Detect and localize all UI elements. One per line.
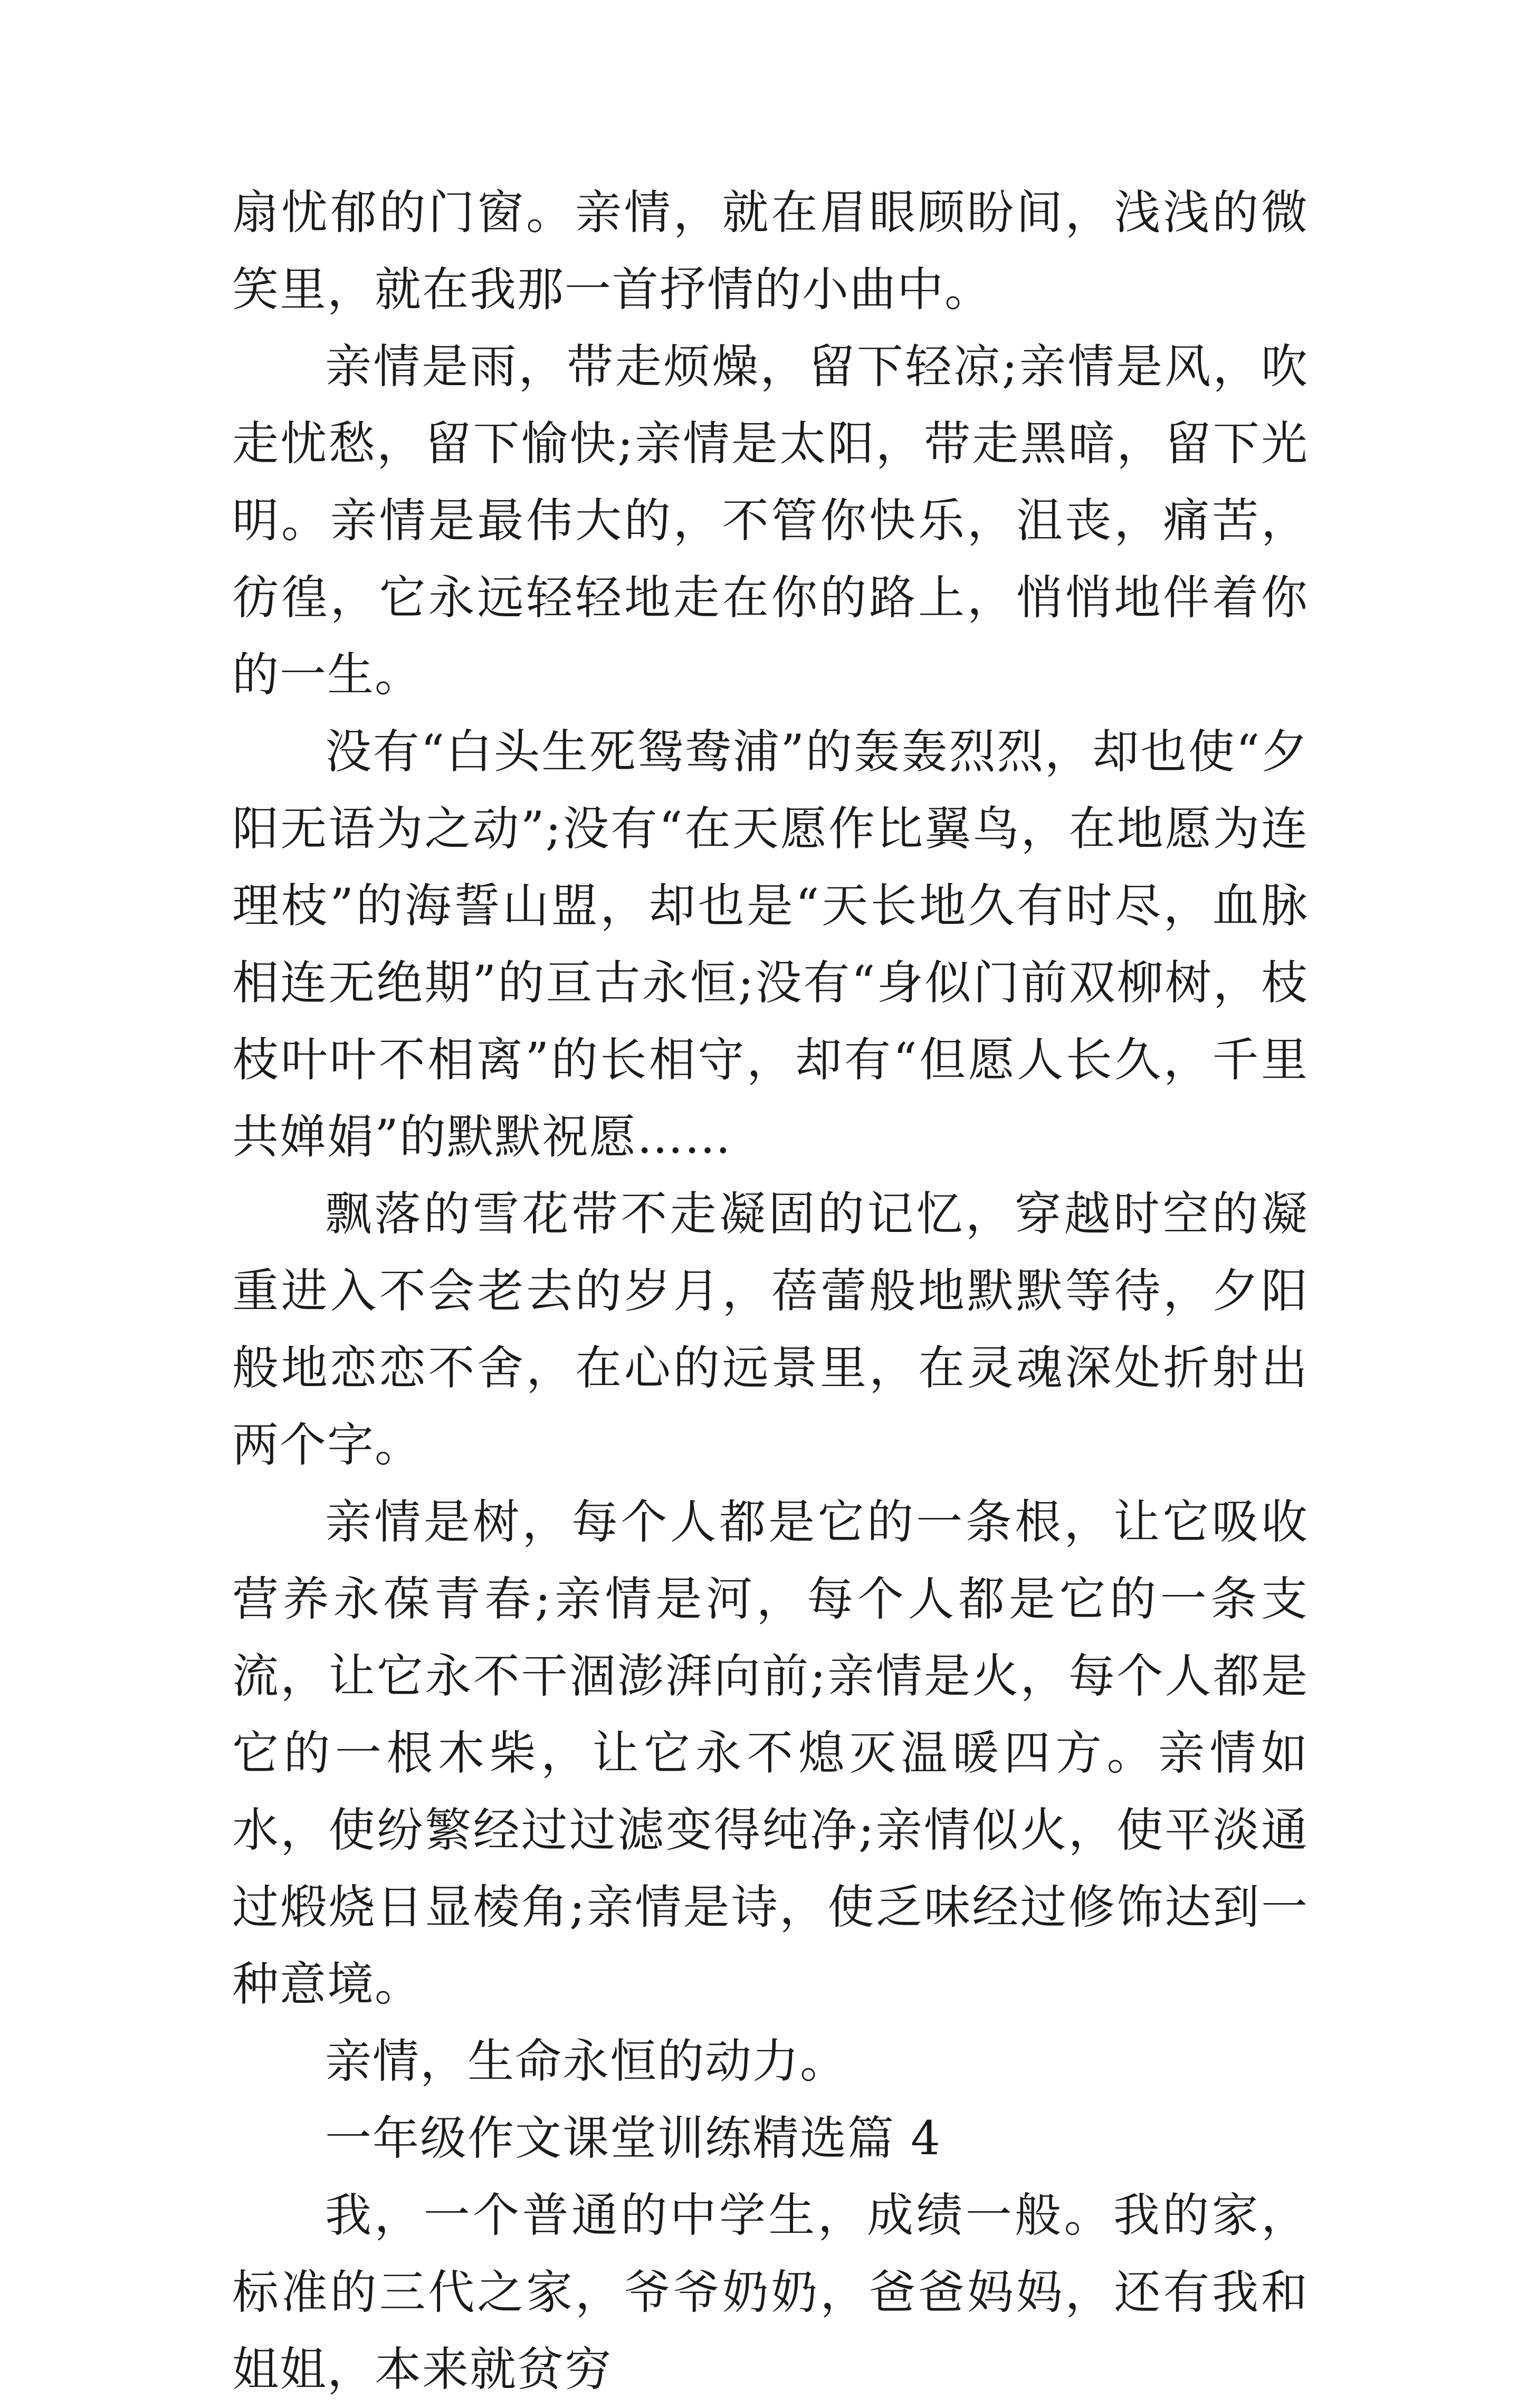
paragraph-4: 飘落的雪花带不走凝固的记忆，穿越时空的凝重进入不会老去的岁月，蓓蕾般地默默等待，夕阳般地恋恋不舍，在心的远景里，在灵魂深处折射出两个字。 (232, 1187, 1309, 1472)
paragraph-1: 扇忧郁的门窗。亲情，就在眉眼顾盼间，浅浅的微笑里，就在我那一首抒情的小曲中。 (232, 185, 1309, 317)
document-body (232, 174, 1309, 2408)
section-heading: 一年级作文课堂训练精选篇 4 (325, 2111, 941, 2165)
paragraph-3: 没有“白头生死鸳鸯浦”的轰轰烈烈，却也使“夕阳无语为之动”;没有“在天愿作比翼鸟，在地愿为连理枝”的海誓山盟，却也是“天长地久有时尽，血脉相连无绝期”的亘古永恒;没有“身似门前双柳树，枝枝叶叶不相离”的长相守，却有“但愿人长久，千里共婵娟”的默默祝愿…… (232, 724, 1309, 1164)
paragraph-5: 亲情是树，每个人都是它的一条根，让它吸收营养永葆青春;亲情是河，每个人都是它的一条支流，让它永不干涸澎湃向前;亲情是火，每个人都是它的一根木柴，让它永不熄灭温暖四方。亲情如水，使纷繁经过过滤变得纯净;亲情似火，使平淡通过煅烧日显棱角;亲情是诗，使乏味经过修饰达到一种意境。 (232, 1495, 1309, 2011)
paragraph-6: 亲情，生命永恒的动力。 (325, 2034, 848, 2088)
paragraph-7: 我，一个普通的中学生，成绩一般。我的家，标准的三代之家，爷爷奶奶，爸爸妈妈，还有我和姐姐，本来就贫穷 (232, 2188, 1309, 2396)
paragraph-2: 亲情是雨，带走烦燥，留下轻凉;亲情是风，吹走忧愁，留下愉快;亲情是太阳，带走黑暗，留下光明。亲情是最伟大的，不管你快乐，沮丧，痛苦，彷徨，它永远轻轻地走在你的路上，悄悄地伴着你的一生。 (232, 339, 1309, 702)
